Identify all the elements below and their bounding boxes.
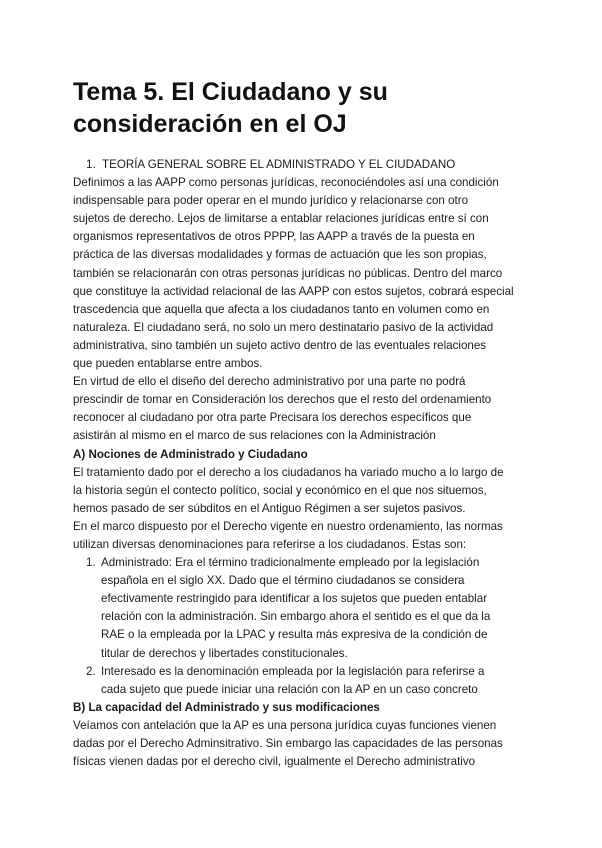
paragraph-line: En virtud de ello el diseño del derecho administrativo por una parte no podrá (73, 375, 466, 389)
list-item (73, 554, 541, 663)
paragraph-line: reconocer al ciudadano por otra parte Precisara los derechos específicos que (73, 411, 472, 425)
paragraph-line: prescindir de tomar en Consideración los derechos que el resto del ordenamiento (73, 393, 492, 407)
list-item-line: Administrado: Era el término tradicionalmente empleado por la legislación (101, 556, 480, 570)
title-line-1: Tema 5. El Ciudadano y su (73, 78, 388, 106)
list-item-line: relación con la administración. Sin embargo ahora el sentido es el que da la (101, 610, 491, 624)
paragraph-3 (73, 464, 541, 518)
paragraph-line: dadas por el Derecho Adminsitrativo. Sin embargo las capacidades de las personas (73, 737, 503, 750)
list-item-number: 1. (86, 556, 96, 570)
paragraph-line: la historia según el contecto político, social y económico en el que nos situemos, (73, 483, 487, 497)
paragraph-2 (73, 373, 541, 445)
paragraph-line: trascedencia que aquella que afecta a los ciudadanos tanto en volumen como en (73, 302, 490, 316)
denominations-list (73, 554, 541, 699)
list-item-line: Interesado es la denominación empleada por la legislación para referirse a (101, 664, 485, 678)
list-item-line: RAE o la empleada por la LPAC y resulta más expresiva de la condición de (101, 628, 488, 642)
list-item (73, 663, 541, 699)
list-item-line: española en el siglo XX. Dado que el término ciudadanos se considera (101, 574, 465, 588)
list-item-line: efectivamente restringido para identificar a los sujetos que pueden entablar (101, 592, 488, 606)
paragraph-line: Veíamos con antelación que la AP es una persona jurídica cuyas funciones vienen (73, 718, 497, 732)
paragraph-line: El tratamiento dado por el derecho a los ciudadanos ha variado mucho a lo largo de (73, 465, 504, 479)
paragraph-line: Definimos a las AAPP como personas jurídicas, reconociéndoles así una condición (73, 176, 499, 190)
paragraph-line: organismos representativos de otros PPPP, las AAPP a través de la puesta en (73, 230, 475, 244)
paragraph-line: hemos pasado de ser súbditos en el Antiguo Régimen a ser sujetos pasivos. (73, 501, 466, 515)
paragraph-line: que pueden entablarse entre ambos. (73, 357, 263, 371)
paragraph-line: administrativa, sino también un sujeto activo dentro de las eventuales relaciones (73, 338, 487, 352)
document-body (73, 156, 541, 771)
paragraph-line: sujetos de derecho. Lejos de limitarse a entablar relaciones jurídicas entre sí con (73, 212, 489, 226)
subsection-heading-a: A) Nociones de Administrado y Ciudadano (73, 447, 308, 461)
paragraph-line: físicas vienen dadas por el derecho civil, igualmente el Derecho administrativo (73, 755, 476, 769)
paragraph-4 (73, 518, 541, 554)
list-item-number: 2. (86, 664, 96, 678)
paragraph-line: también se relacionarán con otras personas jurídicas no públicas. Dentro del marco (73, 266, 503, 280)
page-title (73, 76, 533, 140)
title-line-2: consideración en el OJ (73, 110, 347, 138)
paragraph-1 (73, 174, 541, 373)
paragraph-line: indispensable para poder operar en el mundo jurídico y relacionarse con otro (73, 194, 469, 208)
paragraph-line: utilizan diversas denominaciones para referirse a los ciudadanos. Estas son: (73, 537, 467, 551)
paragraph-line: que constituye la actividad relacional de las AAPP con estos sujetos, cobrará especial (73, 284, 514, 298)
subsection-heading-b: B) La capacidad del Administrado y sus modificaciones (73, 700, 380, 714)
section-heading-1 (73, 156, 541, 174)
list-item-line: titular de derechos y libertades constitucionales. (101, 646, 348, 660)
section-number: 1. (86, 158, 96, 171)
paragraph-line: naturaleza. El ciudadano será, no solo un mero destinatario pasivo de la actividad (73, 320, 494, 334)
section-heading-text: TEORÍA GENERAL SOBRE EL ADMINISTRADO Y EL CIUDADANO (102, 158, 456, 171)
paragraph-5 (73, 717, 541, 771)
paragraph-line: En el marco dispuesto por el Derecho vigente en nuestro ordenamiento, las normas (73, 519, 503, 533)
list-item-line: cada sujeto que puede iniciar una relación con la AP en un caso concreto (101, 682, 478, 696)
paragraph-line: práctica de las diversas modalidades y formas de actuación que les son propias, (73, 248, 487, 262)
paragraph-line: asistirán al mismo en el marco de sus relaciones con la Administración (73, 429, 436, 443)
